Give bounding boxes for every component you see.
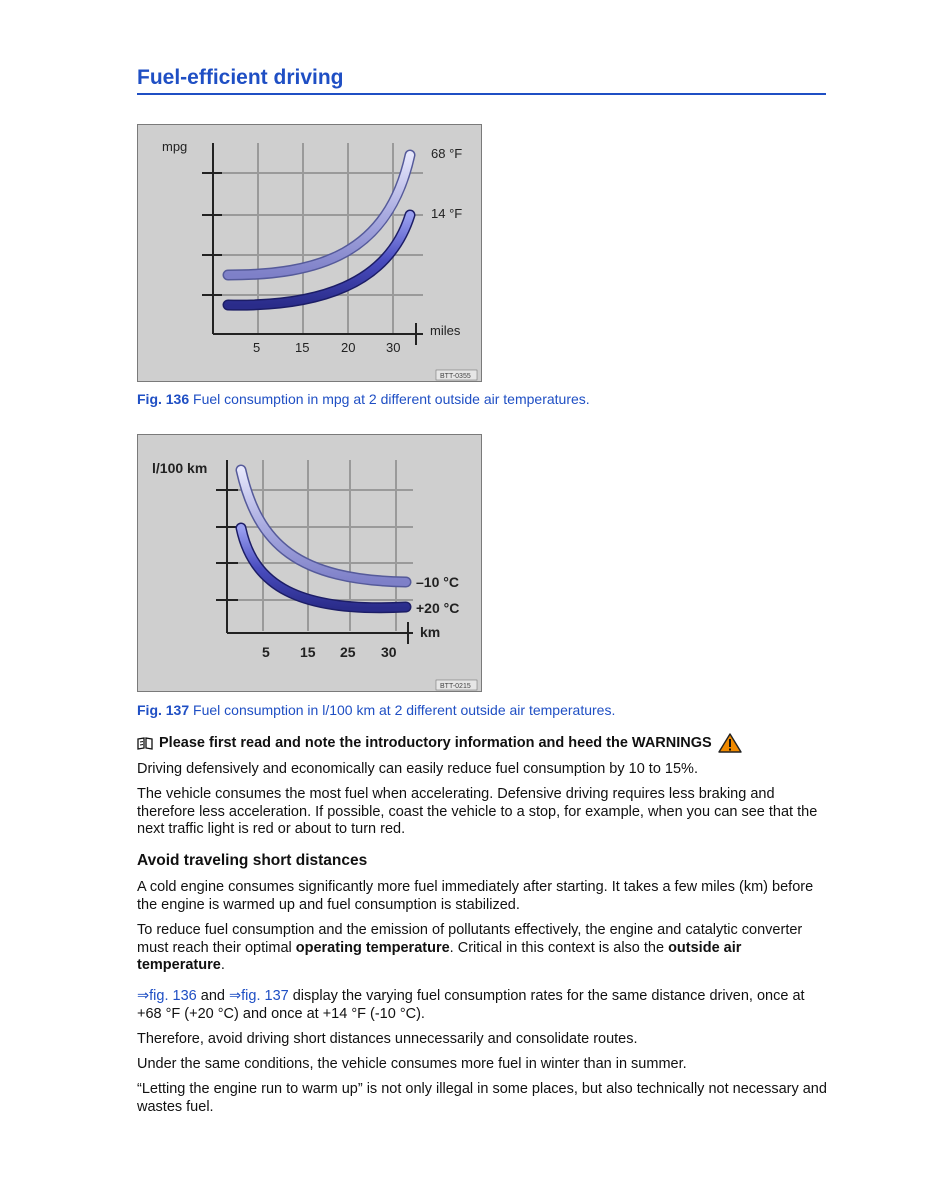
x-tick-label: 5 [253, 340, 261, 355]
text: . [220, 957, 225, 973]
caption-text: Fuel consumption in l/100 km at 2 different outside air temperatures. [193, 702, 616, 718]
x-tick-label: 25 [340, 644, 356, 660]
paragraph-7: Under the same conditions, the vehicle consumes more fuel in winter than in summer. [137, 1056, 687, 1072]
x-tick-label: 20 [341, 340, 356, 355]
series-label-1: 68 °F [431, 146, 463, 161]
series-label-2: +20 °C [416, 600, 460, 616]
arrow-icon: ⇒ [228, 988, 242, 1004]
paragraph-1: Driving defensively and economically can easily reduce fuel consumption by 10 to 15%. [137, 761, 698, 777]
figure-code: BTT-0215 [440, 683, 471, 690]
y-axis-label: l/100 km [152, 460, 208, 476]
paragraph-2: The vehicle consumes the most fuel when accelerating. Defensive driving requires less braking and therefore less acceleration. If possible, coast the vehicle to a stop, for example, when you can see that the next traffic light is red or about to turn red. [137, 786, 818, 837]
figure-code: BTT-0355 [440, 373, 471, 380]
arrow-icon: ⇒ [137, 988, 150, 1004]
section-heading: Avoid traveling short distances [137, 852, 368, 869]
page-title: Fuel-efficient driving [137, 66, 344, 89]
series-label-1: –10 °C [416, 574, 459, 590]
x-tick-label: 15 [300, 644, 316, 660]
paragraph-8: “Letting the engine run to warm up” is not only illegal in some places, but also technically not necessary and wastes fuel. [137, 1081, 827, 1115]
warning-heading [137, 733, 742, 753]
open-book-icon [137, 737, 153, 750]
paragraph-4 [137, 922, 827, 975]
paragraph-3: A cold engine consumes significantly more fuel immediately after starting. It takes a few miles (km) before the engine is warmed up and fuel consumption is stabilized. [137, 879, 814, 913]
figure-137 [137, 434, 482, 692]
text: To reduce fuel consumption and the emission of pollutants effectively, the engine and catalytic converter must reach their optimal [137, 922, 803, 956]
warning-triangle-icon[interactable] [718, 733, 742, 753]
bold-term: outside air temperature [137, 939, 742, 973]
x-tick-label: 5 [262, 644, 270, 660]
figure-137-graphic [138, 435, 481, 691]
caption-number: Fig. 137 [137, 702, 190, 718]
x-axis-label: km [420, 624, 441, 640]
figure-137-caption [137, 702, 615, 718]
figure-136-caption [137, 391, 590, 407]
figure-136 [137, 124, 482, 382]
x-tick-label: 30 [381, 644, 397, 660]
fig-137-link[interactable]: fig. 137 [241, 988, 289, 1004]
caption-number: Fig. 136 [137, 391, 190, 407]
fig-136-link[interactable]: fig. 136 [149, 988, 197, 1004]
text: . Critical in this context is also the [449, 939, 669, 956]
y-axis-label: mpg [162, 139, 188, 154]
bold-term: operating temperature [295, 939, 450, 956]
text: and [196, 988, 229, 1004]
paragraph-5 [137, 988, 827, 1023]
figure-136-graphic [138, 125, 481, 381]
x-tick-label: 15 [295, 340, 310, 355]
title-rule [137, 93, 826, 95]
text: display the varying fuel consumption rates for the same distance driven, once at +68 °F (+20 °C) and once at +14 °F (-10 °C). [137, 988, 805, 1022]
x-axis-label: miles [430, 323, 461, 338]
paragraph-6: Therefore, avoid driving short distances unnecessarily and consolidate routes. [137, 1031, 638, 1047]
series-label-2: 14 °F [431, 206, 463, 221]
x-tick-label: 30 [386, 340, 401, 355]
caption-text: Fuel consumption in mpg at 2 different outside air temperatures. [193, 391, 590, 407]
warning-heading-text: Please first read and note the introductory information and heed the WARNINGS [159, 735, 712, 751]
